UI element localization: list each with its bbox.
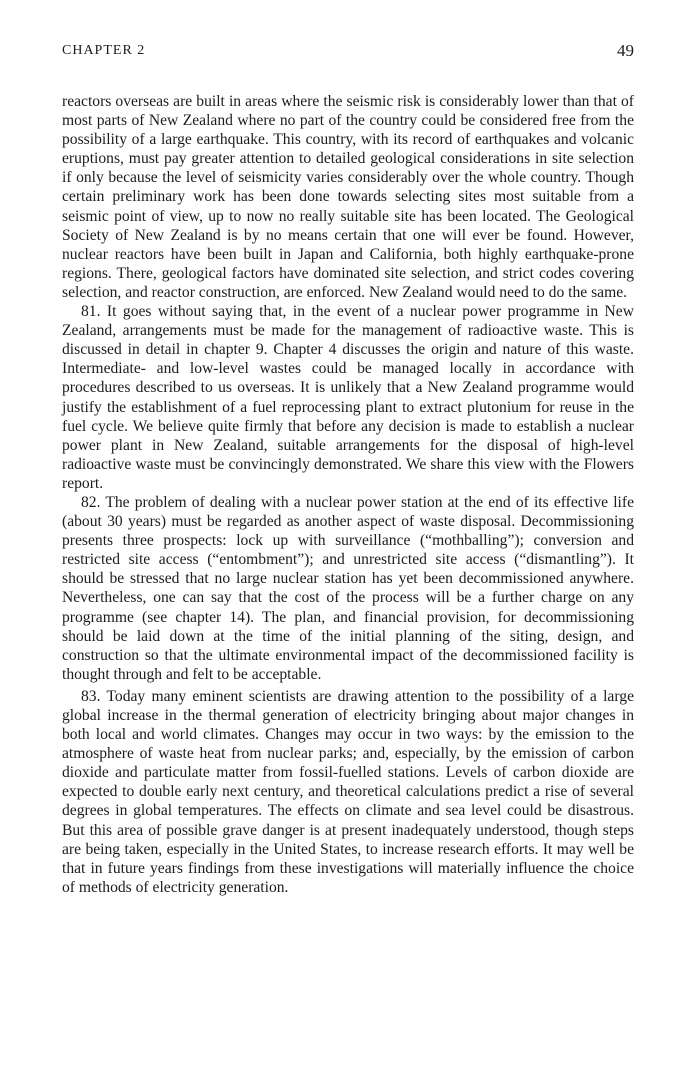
paragraph-82: 82. The problem of dealing with a nuclear power station at the end of its effective life (about 30 years) must be regarded as another aspect of waste disposal. Decommissioning presents three prospects: lock up with surveillance (“mothballing”); conversion and restricted site access (“entombment”); and unrestricted site access (“dismantling”). It should be stressed that no large nuclear station has yet been decommissioned anywhere. Nevertheless, one can say that the cost of the process will be a further charge on any programme (see chapter 14). The plan, and financial provision, for decommissioning should be laid down at the time of the initial planning of the siting, design, and construction so that the ultimate environmental impact of the decommissioned facility is thought through and felt to be acceptable. — [62, 493, 634, 683]
paragraph-81: 81. It goes without saying that, in the event of a nuclear power programme in New Zealand, arrangements must be made for the management of radioactive waste. This is discussed in detail in chapter 9. Chapter 4 discusses the origin and nature of this waste. Intermediate- and low-level wastes could be managed locally in accordance with procedures described to us overseas. It is unlikely that a New Zealand programme would justify the establishment of a fuel reprocessing plant to extract plutonium for reuse in the fuel cycle. We believe quite firmly that before any decision is made to establish a nuclear power plant in New Zealand, suitable arrangements for the disposal of high-level radioactive waste must be convincingly demonstrated. We share this view with the Flowers report. — [62, 303, 634, 492]
chapter-label: CHAPTER 2 — [62, 43, 146, 58]
paragraph-continued: reactors overseas are built in areas where the seismic risk is considerably lower than that of most parts of New Zealand where no part of the country could be considered free from the possibility of a large earthquake. This country, with its record of earthquakes and volcanic eruptions, must pay greater attention to detailed geological considerations in site selection if only because the level of seismicity varies considerably over the whole country. Though certain preliminary work has been done towards selecting sites most suitable from a seismic point of view, up to now no really suitable site has been located. The Geological Society of New Zealand is by no means certain that one will ever be found. However, nuclear reactors have been built in Japan and California, both highly earthquake-prone regions. There, geological factors have dominated site selection, and strict codes covering selection, and reactor construction, are enforced. New Zealand would need to do the same. — [62, 93, 634, 301]
running-header — [62, 43, 634, 67]
paragraph-83: 83. Today many eminent scientists are drawing attention to the possibility of a large global increase in the thermal generation of electricity bringing about major changes in both local and world climates. Changes may occur in two ways: by the emission to the atmosphere of waste heat from nuclear parks; and, especially, by the emission of carbon dioxide and particulate matter from fossil-fuelled stations. Levels of carbon dioxide are expected to double early next century, and theoretical calculations predict a rise of several degrees in global temperatures. The effects on climate and sea level could be disastrous. But this area of possible grave danger is at present inadequately understood, though steps are being taken, especially in the United States, to increase research efforts. It may well be that in future years findings from these investigations will materially influence the choice of methods of electricity generation. — [62, 687, 634, 896]
page-number: 49 — [617, 41, 634, 60]
body-text — [62, 92, 634, 897]
